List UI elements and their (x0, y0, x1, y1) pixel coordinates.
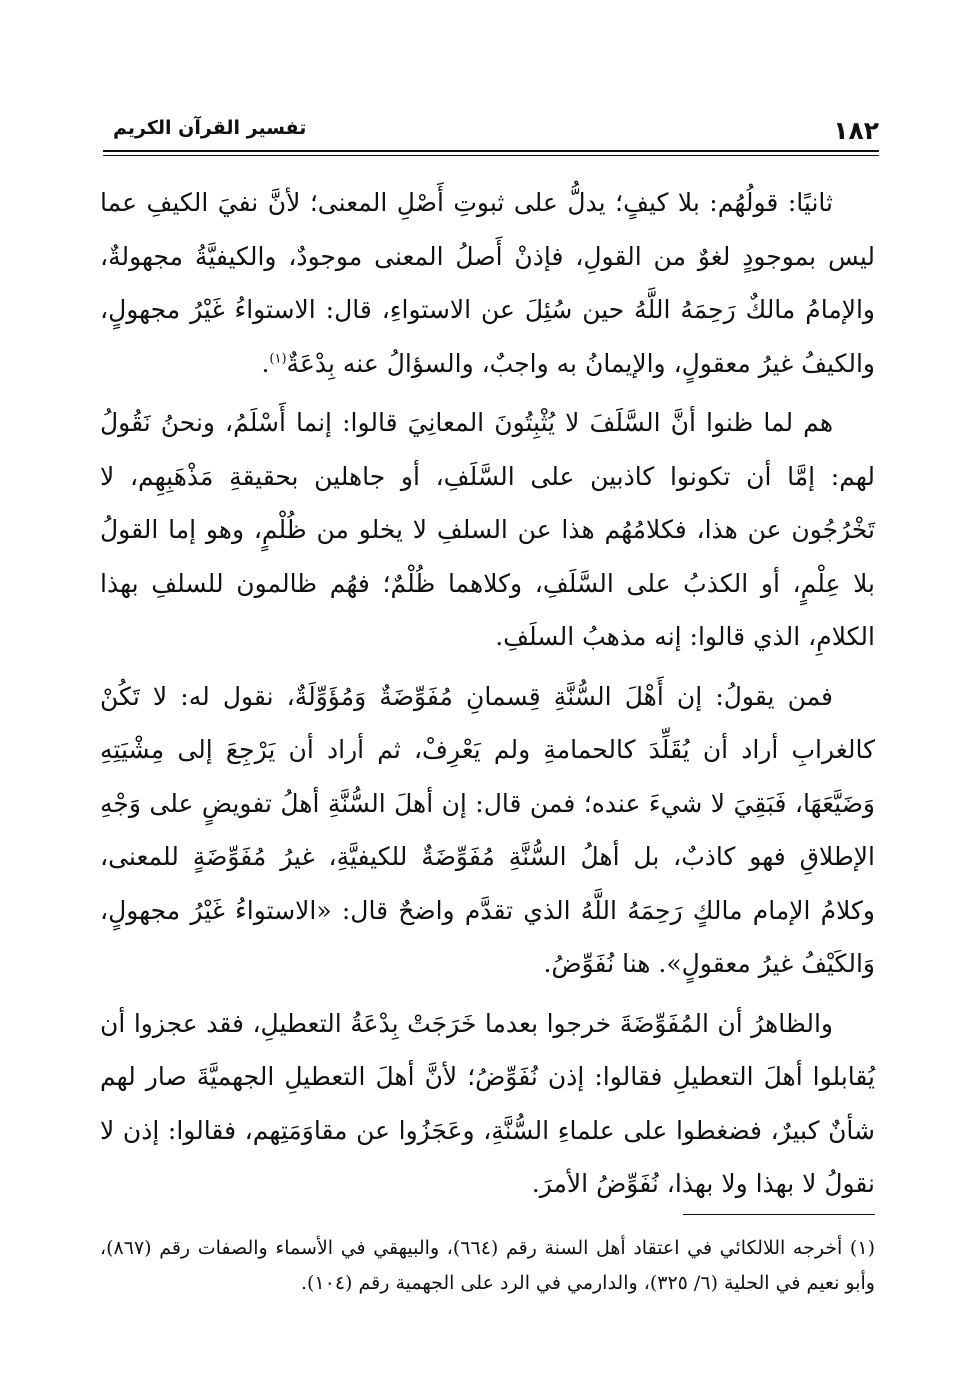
paragraph-4 (100, 997, 875, 1211)
header-rule (103, 150, 879, 152)
running-header (103, 108, 879, 148)
paragraph-1 (100, 176, 875, 390)
page-number: ١٨٢ (833, 116, 879, 145)
paragraph-text: فمن يقولُ: إن أَهْلَ السُّنَّةِ قِسمانِ مُفَوِّضَةٌ وَمُؤَوِّلَةٌ، نقول له: لا تَكُنْ كالغرابِ أراد أن يُقَلِّدَ كالحمامةِ ولم يَعْرِفْ، ثم أراد أن يَرْجِعَ إلى مِشْيَتِهِ وَضَيَّعَهَا، فَبَقِيَ لا شيءَ عنده؛ فمن قال: إن أهلَ السُّنَّةِ أهلُ تفويضٍ على وَجْهِ الإطلاقِ فهو كاذبٌ، بل أهلُ السُّنَّةِ مُفَوِّضَةٌ للكيفيَّةِ، غيرُ مُفَوِّضَةٍ للمعنى، وكلامُ الإمام مالكٍ رَحِمَهُ اللَّهُ الذي تقدَّم واضحٌ قال: «الاستواءُ غَيْرُ مجهولٍ، وَالكَيْفُ غيرُ معقولٍ». هنا نُفَوِّضُ. (100, 681, 875, 978)
paragraph-text: ثانيًا: قولُهُم: بلا كيفٍ؛ يدلُّ على ثبوتِ أَصْلِ المعنى؛ لأنَّ نفيَ الكيفِ عما ليس بموجودٍ لغوٌ من القولِ، فإذنْ أَصلُ المعنى موجودٌ، والكيفيَّةُ مجهولةٌ، والإمامُ مالكٌ رَحِمَهُ اللَّهُ حين سُئِلَ عن الاستواءِ، قال: الاستواءُ غَيْرُ مجهولٍ، والكيفُ غيرُ معقولٍ، والإيمانُ به واجبٌ، والسؤالُ عنه بِدْعَةٌ (100, 188, 875, 378)
footnote-1: (١) أخرجه اللالكائي في اعتقاد أهل السنة رقم (٦٦٤)، والبيهقي في الأسماء والصفات رقم (٨٦٧)، وأبو نعيم في الحلية (٦/ ٣٢٥)، والدارمي في الرد على الجهمية رقم (١٠٤). (100, 1237, 875, 1294)
footnote-divider (683, 1214, 875, 1215)
footnotes (100, 1231, 875, 1301)
paragraph-2 (100, 396, 875, 664)
paragraph-text: والظاهرُ أن المُفَوِّضَةَ خرجوا بعدما خَرَجَتْ بِدْعَةُ التعطيلِ، فقد عجزوا أن يُقابلوا أهلَ التعطيلِ فقالوا: إذن نُفَوِّضُ؛ لأنَّ أهلَ التعطيلِ الجهميَّةَ صار لهم شأنٌ كبيرٌ، فضغطوا على علماءِ السُّنَّةِ، وعَجَزُوا عن مقاوَمَتِهم، فقالوا: إذن لا نقولُ لا بهذا ولا بهذا، نُفَوِّضُ الأمرَ. (100, 1008, 875, 1198)
paragraph-tail: . (261, 348, 270, 378)
paragraph-3 (100, 670, 875, 991)
book-title: تفسير القرآن الكريم (113, 117, 307, 139)
body-text (100, 176, 875, 1217)
header-rule-thin (103, 155, 879, 156)
footnote-reference: (١) (269, 351, 287, 367)
paragraph-text: هم لما ظنوا أنَّ السَّلَفَ لا يُثْبِتُونَ المعانِيَ قالوا: إنما أَسْلَمُ، ونحنُ نَقُولُ لهم: إمَّا أن تكونوا كاذبين على السَّلَفِ، أو جاهلين بحقيقةِ مَذْهَبِهِم، لا تَخْرُجُون عن هذا، فكلامُهُم هذا عن السلفِ لا يخلو من ظُلْمٍ، وهو إما القولُ بلا عِلْمٍ، أو الكذبُ على السَّلَفِ، وكلاهما ظُلْمٌ؛ فهُم ظالمون للسلفِ بهذا الكلامِ، الذي قالوا: إنه مذهبُ السلَفِ. (100, 408, 875, 651)
